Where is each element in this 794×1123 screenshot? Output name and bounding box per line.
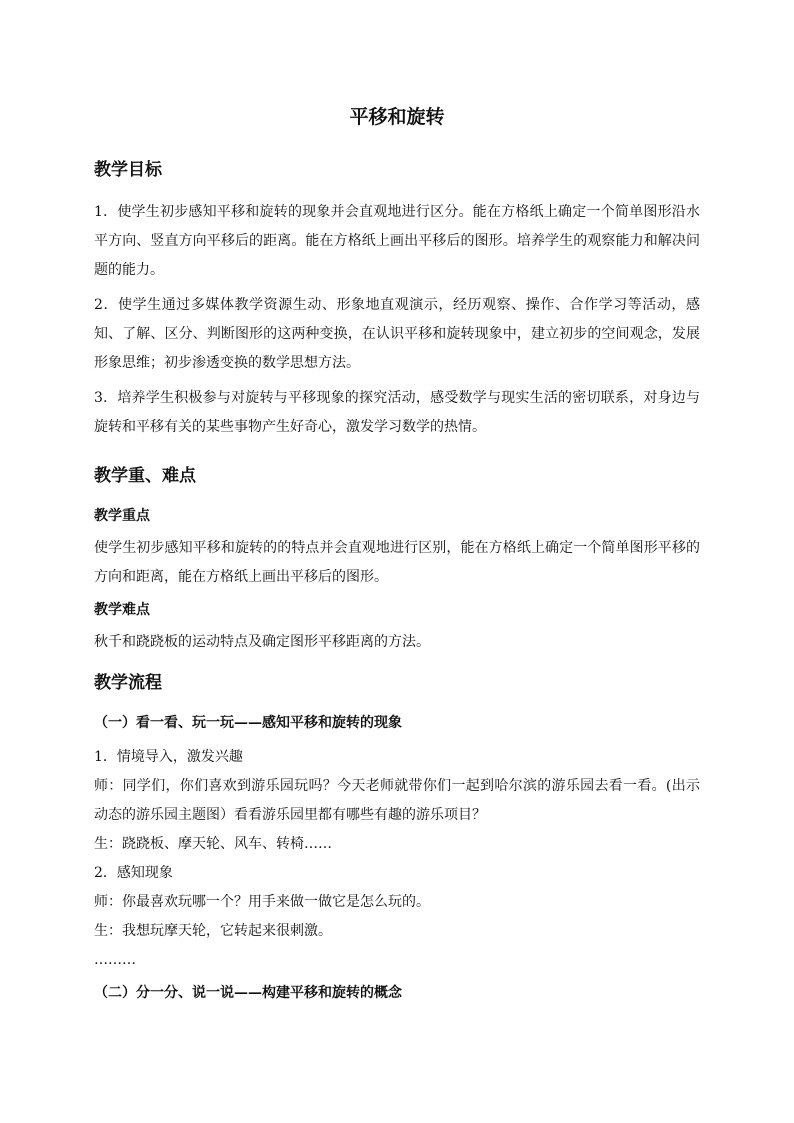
process-line-3: 生：跷跷板、摩天轮、风车、转椅…… [94, 836, 332, 852]
objective-item-2: 2．使学生通过多媒体教学资源生动、形象地直观演示，经历观察、操作、合作学习等活动，感知、了解、区分、判断图形的这两种变换，在认识平移和旋转现象中，建立初步的空间观念，发展形象思维；初步渗透变换的数学思想方法。 [94, 297, 700, 371]
objective-item-1: 1．使学生初步感知平移和旋转的现象并会直观地进行区分。能在方格纸上确定一个简单图形沿水平方向、竖直方向平移后的距离。能在方格纸上画出平移后的图形。培养学生的观察能力和解决问题的能力。 [94, 204, 700, 278]
difficulty-text: 秋千和跷跷板的运动特点及确定图形平移距离的方法。 [94, 634, 430, 650]
process-line-5: 师：你最喜欢玩哪一个？用手来做一做它是怎么玩的。 [94, 894, 430, 910]
difficulty-heading: 教学难点 [94, 602, 150, 618]
focus-text: 使学生初步感知平移和旋转的的特点并会直观地进行区别，能在方格纸上确定一个简单图形平移的方向和距离，能在方格纸上画出平移后的图形。 [94, 540, 700, 585]
process-line-6: 生：我想玩摩天轮，它转起来很刺激。 [94, 923, 332, 939]
section2-heading: （二）分一分、说一说——构建平移和旋转的概念 [94, 985, 402, 1001]
document-title: 平移和旋转 [349, 106, 445, 128]
section1-heading: （一）看一看、玩一玩——感知平移和旋转的现象 [94, 715, 402, 731]
document-content [94, 100, 700, 1013]
focus-heading: 教学重点 [94, 508, 150, 524]
objectives-heading: 教学目标 [94, 160, 162, 180]
objective-item-3: 3．培养学生积极参与对旋转与平移现象的探究活动，感受数学与现实生活的密切联系，对身边与旋转和平移有关的某些事物产生好奇心，激发学习数学的热情。 [94, 390, 700, 435]
process-heading: 教学流程 [94, 673, 162, 693]
process-line-1: 1．情境导入，激发兴趣 [94, 749, 243, 765]
process-line-7: ……… [94, 952, 136, 968]
process-line-4: 2．感知现象 [94, 865, 173, 881]
key-points-heading: 教学重、难点 [94, 466, 196, 486]
process-line-2: 师：同学们，你们喜欢到游乐园玩吗？今天老师就带你们一起到哈尔滨的游乐园去看一看。(出示动态的游乐园主题图）看看游乐园里都有哪些有趣的游乐项目？ [94, 778, 700, 823]
